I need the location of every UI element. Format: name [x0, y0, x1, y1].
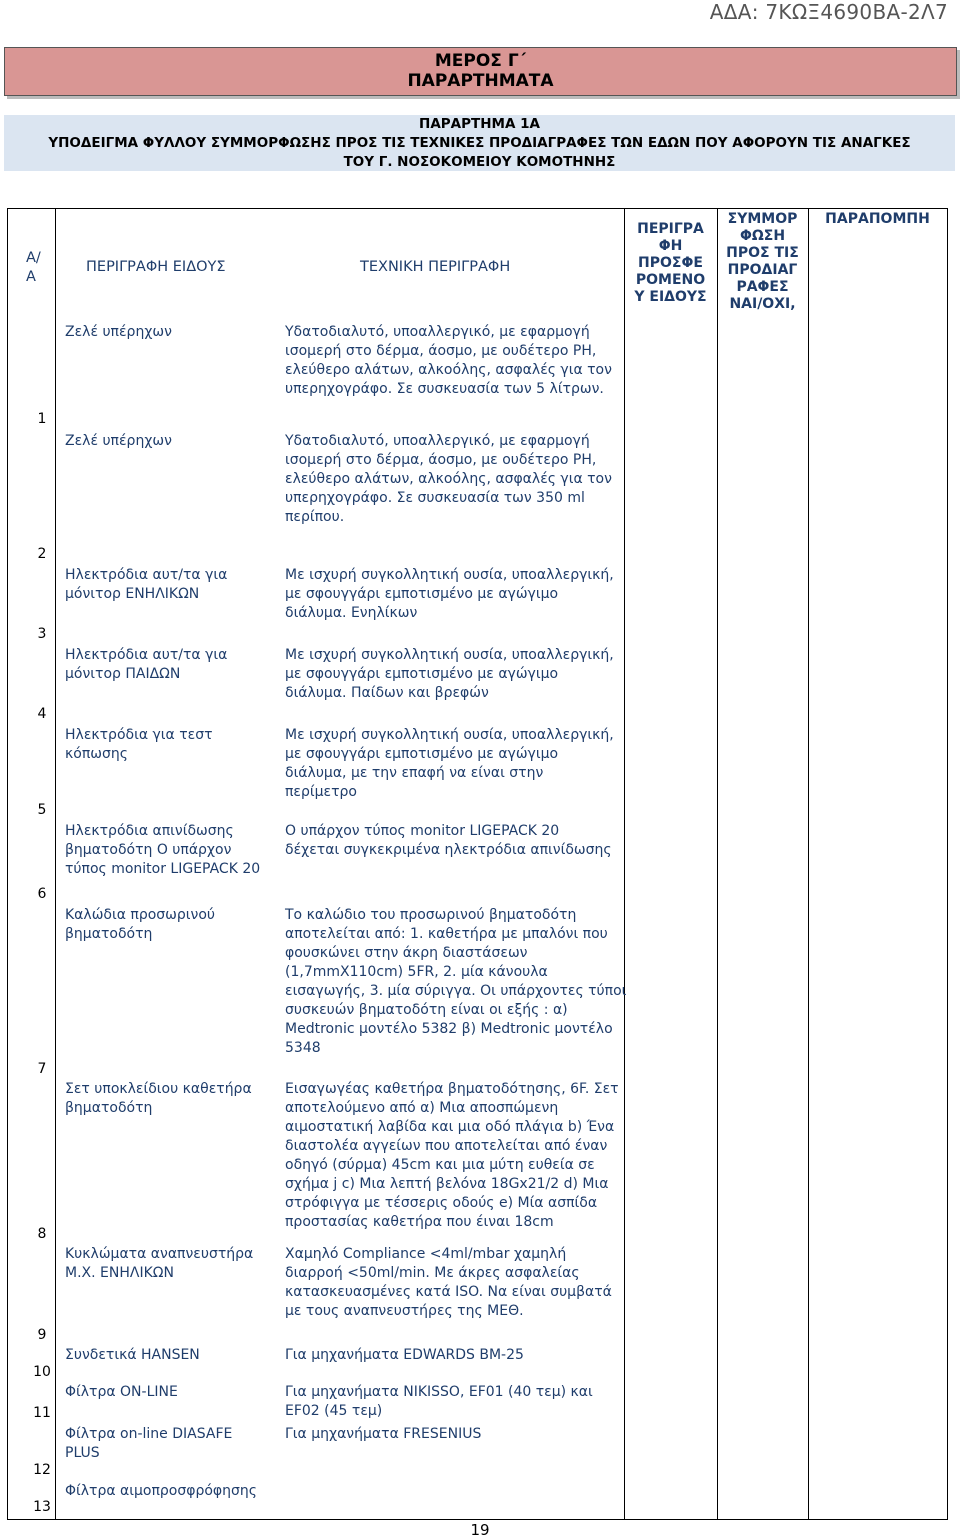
- item-description-line: βηματοδότη: [65, 926, 153, 942]
- appendix-heading: [4, 115, 955, 171]
- item-technical-line: ισομερή στο δέρμα, άοσμο, με ουδέτερο PH,: [285, 343, 597, 359]
- item-description-line: κόπωσης: [65, 746, 128, 762]
- row-number: 8: [37, 1226, 47, 1242]
- header-offered-line: ΠΡΟΣΦΕ: [638, 255, 703, 271]
- col-divider: [808, 209, 809, 1519]
- item-technical-line: φουσκώνει στην άκρη διαστάσεων: [285, 945, 528, 961]
- header-compliance: [717, 211, 808, 313]
- page-number: 19: [470, 1521, 490, 1539]
- header-compliance-line: ΡΑΦΕΣ: [736, 279, 789, 295]
- item-technical-line: Medtronic μοντέλο 5382 β) Medtronic μοντέλο: [285, 1021, 613, 1037]
- item-technical-line: δέχεται συγκεκριμένα ηλεκτρόδια απινίδωσης: [285, 842, 612, 858]
- header-aa-line: Α/: [26, 250, 41, 266]
- item-description-line: Ζελέ υπέρηχων: [65, 433, 172, 449]
- item-technical-line: Για μηχανήματα FRESENIUS: [285, 1426, 482, 1442]
- row-number: 6: [37, 886, 47, 902]
- item-technical-line: προστασίας καθετήρα που έιναι 18cm: [285, 1214, 554, 1230]
- item-description-line: Κυκλώματα αναπνευστήρα: [65, 1246, 254, 1262]
- item-description-line: μόνιτορ ΠΑΙΔΩΝ: [65, 666, 181, 682]
- row-number: 2: [37, 546, 47, 562]
- item-description-line: Σετ υποκλείδιου καθετήρα: [65, 1081, 252, 1097]
- item-description: [65, 1245, 275, 1283]
- item-description: [65, 1425, 275, 1463]
- header-aa: [26, 249, 56, 287]
- item-description: [65, 1482, 275, 1501]
- item-technical-line: αποτελούμενο από α) Μια αποσπώμενη: [285, 1100, 559, 1116]
- item-technical-line: με σφουγγάρι εμποτισμένο με αγώγιμο: [285, 586, 559, 602]
- item-description-line: Ηλεκτρόδια αυτ/τα για: [65, 567, 228, 583]
- row-number: 4: [37, 706, 47, 722]
- row-number: 10: [33, 1364, 51, 1380]
- item-technical-line: Για μηχανήματα NIKISSO, EF01 (40 τεμ) και: [285, 1384, 593, 1400]
- item-description-line: τύπος monitor LIGEPACK 20: [65, 861, 261, 877]
- item-description-line: βηματοδότη Ο υπάρχον: [65, 842, 232, 858]
- item-description-line: Ζελέ υπέρηχων: [65, 324, 172, 340]
- item-technical: [285, 1346, 621, 1365]
- item-technical-line: με τους αναπνευστήρες της ΜΕΘ.: [285, 1303, 524, 1319]
- item-technical-line: ελεύθερο αλάτων, αλκοόλης, ασφαλές για τον: [285, 471, 612, 487]
- appendix-subtitle-1: ΥΠΟΔΕΙΓΜΑ ΦΥΛΛΟΥ ΣΥΜΜΟΡΦΩΣΗΣ ΠΡΟΣ ΤΙΣ ΤΕΧΝΙΚΕΣ ΠΡΟΔΙΑΓΡΑΦΕΣ ΤΩΝ ΕΔΩΝ ΠΟΥ ΑΦΟΡΟΥΝ ΤΙΣ ΑΝΑΓΚΕΣ: [48, 135, 911, 151]
- item-technical-line: περίπου.: [285, 509, 345, 525]
- item-technical-line: υπερηχογράφο. Σε συσκευασία των 350 ml: [285, 490, 585, 506]
- header-compliance-line: ΠΡΟΔΙΑΓ: [727, 262, 798, 278]
- row-number: 1: [37, 411, 47, 427]
- col-divider: [624, 209, 625, 1519]
- item-description: [65, 726, 275, 764]
- header-compliance-line: ΦΩΣΗ: [739, 228, 786, 244]
- header-offered: [624, 221, 717, 306]
- header-aa-line: Α: [26, 269, 36, 285]
- header-technical: ΤΕΧΝΙΚΗ ΠΕΡΙΓΡΑΦΗ: [360, 259, 511, 275]
- item-technical: [285, 726, 621, 802]
- item-technical-line: ελεύθερο αλάτων, αλκοόλης, ασφαλές για τον: [285, 362, 612, 378]
- item-description-line: PLUS: [65, 1445, 100, 1461]
- row-number: 5: [37, 802, 47, 818]
- item-technical-line: εισαγωγής, 3. μία σύριγγα. Οι υπάρχοντες τύποι: [285, 983, 627, 999]
- col-divider: [717, 209, 718, 1519]
- item-technical-line: Υδατοδιαλυτό, υποαλλεργικό, με εφαρμογή: [285, 433, 590, 449]
- appendix-title: ΠΑΡΑΡΤΗΜΑ 1Α: [419, 116, 540, 132]
- header-offered-line: ΦΗ: [658, 238, 683, 254]
- item-description: [65, 646, 275, 684]
- item-description: [65, 566, 275, 604]
- item-description-line: Ηλεκτρόδια απινίδωσης: [65, 823, 234, 839]
- compliance-table: [7, 208, 948, 1520]
- item-technical-line: Το καλώδιο του προσωρινού βηματοδότη: [285, 907, 577, 923]
- item-description: [65, 432, 275, 451]
- item-technical: [285, 1245, 621, 1321]
- header-compliance-line: ΣΥΜΜΟΡ: [727, 211, 798, 227]
- item-technical-line: διάλυμα. Παίδων και βρεφών: [285, 685, 489, 701]
- item-technical-line: διαρροή <50ml/min. Με άκρες ασφαλείας: [285, 1265, 580, 1281]
- header-offered-line: ΠΕΡΙΓΡΑ: [637, 221, 704, 237]
- item-technical-line: Υδατοδιαλυτό, υποαλλεργικό, με εφαρμογή: [285, 324, 590, 340]
- header-offered-line: Υ ΕΙΔΟΥΣ: [634, 289, 707, 305]
- row-number: 12: [33, 1462, 51, 1478]
- item-technical-line: οδηγό (σύρμα) 45cm και μια μύτη ευθεία σε: [285, 1157, 595, 1173]
- item-technical-line: με σφουγγάρι εμποτισμένο με αγώγιμο: [285, 746, 559, 762]
- item-description-line: Καλώδια προσωρινού: [65, 907, 215, 923]
- section-banner: [4, 47, 957, 96]
- item-technical: [285, 1080, 621, 1232]
- item-description: [65, 1383, 275, 1402]
- item-technical-line: σχήμα j c) Μια λεπτή βελόνα 18Gx21/2 d) Μια: [285, 1176, 609, 1192]
- item-technical-line: διαστολέα αγγείων που αποτελείται από έναν: [285, 1138, 608, 1154]
- item-description: [65, 1346, 275, 1365]
- item-technical: [285, 1425, 621, 1444]
- row-number: 11: [33, 1405, 51, 1421]
- item-description: [65, 906, 275, 944]
- item-technical-line: στρόφιγγα με τέσσερις οδούς e) Μία ασπίδα: [285, 1195, 598, 1211]
- item-technical-line: (1,7mmX110cm) 5FR, 2. μία κάνουλα: [285, 964, 548, 980]
- item-technical: [285, 1383, 621, 1421]
- item-technical: [285, 822, 621, 860]
- banner-subtitle: ΠΑΡΑΡΤΗΜΑΤΑ: [407, 71, 554, 91]
- header-compliance-line: ΠΡΟΣ ΤΙΣ: [726, 245, 799, 261]
- item-technical-line: διάλυμα. Ενηλίκων: [285, 605, 418, 621]
- item-technical: [285, 906, 627, 1058]
- item-description: [65, 1080, 275, 1118]
- item-description-line: Μ.Χ. ΕΝΗΛΙΚΩΝ: [65, 1265, 174, 1281]
- item-technical-line: EF02 (45 τεμ): [285, 1403, 383, 1419]
- item-technical-line: Εισαγωγέας καθετήρα βηματοδότησης, 6F. Σετ: [285, 1081, 619, 1097]
- item-technical: [285, 432, 621, 527]
- item-description-line: βηματοδότη: [65, 1100, 153, 1116]
- item-description-line: Συνδετικά HANSEN: [65, 1347, 200, 1363]
- item-technical: [285, 323, 621, 399]
- item-technical-line: Με ισχυρή συγκολλητική ουσία, υποαλλεργική,: [285, 647, 614, 663]
- row-number: 9: [37, 1327, 47, 1343]
- header-offered-line: ΡΟΜΕΝΟ: [635, 272, 706, 288]
- header-reference: ΠΑΡΑΠΟΜΠΗ: [825, 211, 930, 227]
- ada-code: ΑΔΑ: 7ΚΩΞ4690ΒΑ-2Λ7: [709, 0, 948, 24]
- item-technical-line: περίμετρο: [285, 784, 357, 800]
- item-description: [65, 323, 275, 342]
- row-number: 13: [33, 1499, 51, 1515]
- item-technical-line: Για μηχανήματα EDWARDS BM-25: [285, 1347, 524, 1363]
- item-technical-line: υπερηχογράφο. Σε συσκευασία των 5 λίτρων.: [285, 381, 604, 397]
- banner-title: ΜΕΡΟΣ Γ΄: [434, 51, 527, 71]
- item-description-line: Ηλεκτρόδια για τεστ: [65, 727, 213, 743]
- item-technical-line: Ο υπάρχον τύπος monitor LIGEPACK 20: [285, 823, 560, 839]
- appendix-subtitle-2: ΤΟΥ Γ. ΝΟΣΟΚΟΜΕΙΟΥ ΚΟΜΟΤΗΝΗΣ: [343, 154, 616, 170]
- row-number: 7: [37, 1061, 47, 1077]
- item-description-line: Φίλτρα on-line DIASAFE: [65, 1426, 233, 1442]
- header-compliance-line: ΝΑΙ/ΟΧΙ,: [729, 296, 796, 312]
- item-technical-line: Με ισχυρή συγκολλητική ουσία, υποαλλεργική,: [285, 727, 614, 743]
- item-technical-line: με σφουγγάρι εμποτισμένο με αγώγιμο: [285, 666, 559, 682]
- item-description: [65, 822, 275, 879]
- item-technical-line: Χαμηλό Compliance <4ml/mbar χαμηλή: [285, 1246, 567, 1262]
- item-technical: [285, 646, 621, 703]
- item-technical-line: διάλυμα, με την επαφή να είναι στην: [285, 765, 544, 781]
- row-number: 3: [37, 626, 47, 642]
- item-description-line: μόνιτορ ΕΝΗΛΙΚΩΝ: [65, 586, 200, 602]
- item-description-line: Φίλτρα ON-LINE: [65, 1384, 178, 1400]
- item-technical: [285, 566, 621, 623]
- item-technical-line: αιμοστατική λαβίδα και μια οδό πλάγια b) Ένα: [285, 1119, 615, 1135]
- item-description-line: Ηλεκτρόδια αυτ/τα για: [65, 647, 228, 663]
- header-description: ΠΕΡΙΓΡΑΦΗ ΕΙΔΟΥΣ: [86, 259, 226, 275]
- item-technical-line: ισομερή στο δέρμα, άοσμο, με ουδέτερο PH,: [285, 452, 597, 468]
- item-technical-line: αποτελείται από: 1. καθετήρα με μπαλόνι που: [285, 926, 608, 942]
- item-technical-line: συσκευών βηματοδότη είναι οι εξής : α): [285, 1002, 568, 1018]
- col-divider: [55, 209, 56, 1519]
- item-description-line: Φίλτρα αιμοπροσφρόφησης: [65, 1483, 257, 1499]
- item-technical-line: Με ισχυρή συγκολλητική ουσία, υποαλλεργική,: [285, 567, 614, 583]
- item-technical-line: κατασκευασμένες κατά ISO. Να είναι συμβατά: [285, 1284, 612, 1300]
- item-technical-line: 5348: [285, 1040, 321, 1056]
